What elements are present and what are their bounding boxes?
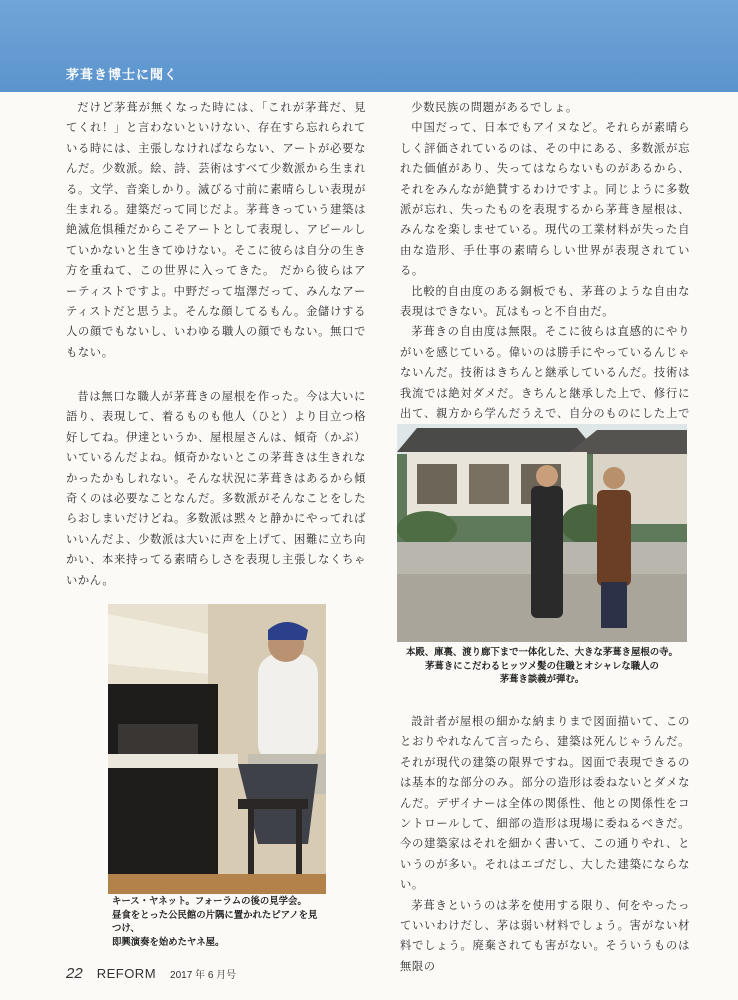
right-column-bottom xyxy=(400,712,690,977)
body-paragraph: 設計者が屋根の細かな納まりまで図面描いて、このとおりやれなんて言ったら、建築は死んじゃうんだ。それが現代の建築の限界ですね。図面で表現できるのは基本的な部分のみ。部分の造形は委ねないとダメなんだ。デザイナーは全体の関係性、他との関係性をコントロールして、細部の造形は現場に委ねるべきだ。今の建築家はそれを細かく書いて、この通りやれ、というのが多い。それはエゴだし、大した建築にならない。 xyxy=(400,715,690,892)
body-paragraph: 比較的自由度のある銅板でも、茅葺のような自由な表現はできない。瓦はもっと不自由だ。 xyxy=(400,284,690,319)
body-paragraph: 少数民族の問題があるでしょ。 xyxy=(411,101,578,114)
piano-photo-illustration xyxy=(108,604,326,894)
body-paragraph: 茅葺きの自由度は無限。そこに彼らは直感的にやりがいを感じている。偉いのは勝手にやっているんじゃないんだ。技術はきちんと継承しているんだ。技術は我流では絶対ダメだ。きちんと継承した上で、修行に出て、親方から学んだうえで、自分のものにした上で xyxy=(400,325,690,421)
temple-photo xyxy=(397,424,687,642)
page-footer xyxy=(66,965,236,982)
issue-date: 2017 年 6 月号 xyxy=(170,970,237,981)
caption-line: 茅葺き談義が弾む。 xyxy=(499,674,585,685)
right-column-top xyxy=(400,98,690,445)
section-title: 茅葺き博士に聞く xyxy=(66,68,179,83)
body-paragraph: 茅葺きというのは茅を使用する限り、何をやったっていいわけだし、茅は弱い材料でしょう。害がない材料でしょう。廃棄されても害がない。そういうものは無限の xyxy=(400,898,690,973)
caption-line: 即興演奏を始めたヤネ屋。 xyxy=(112,936,225,948)
temple-photo-illustration xyxy=(397,424,687,642)
caption-line: 茅葺きにこだわるヒッツメ髪の住職とオシャレな職人の xyxy=(425,660,659,672)
left-column-top xyxy=(66,98,366,363)
body-paragraph: 昔は無口な職人が茅葺きの屋根を作った。今は大いに語り、表現して、着るものも他人（ひと）より目立つ格好してね。伊達というか、屋根屋さんは、傾奇（かぶ）いているんだよね。傾奇かないとこの茅葺きは生きれなかったかもしれない。そんな状況に茅葺きはあるから傾奇くのは必要なことなんだ。多数派がそんなことをしたらおしまいだけどね。多数派は黙々と静かにやってればいいんだよ、少数派は大いに声を上げて、困難に立ち向かい、本来持ってる素晴らしさを表現し主張しなくちゃいかん。 xyxy=(66,390,366,587)
page-number: 22 xyxy=(66,965,83,982)
body-paragraph: だけど茅葺が無くなった時には、「これが茅葺だ、見てくれ！」と言わないといけない、存在すら忘れられている時には、主張しなければならない、アートが必要なんだ。少数派。絵、詩、芸術はすべて少数派から生まれる。文学、音楽しかり。滅びる寸前に素晴らしい表現が生まれる。建築だって同じだよ。茅葺きっていう建築は絶滅危惧種だからこそアートとして表現し、アピールしていかないと生きてゆけない。そこに彼らは自分の生き方を重ねて、この世界に入ってきた。 だから彼らはアーティストですよ。中野だって塩澤だって、みんなアーティストだと思うよ。そんな顔してるもん。金儲けする人の顔でもないし、いわゆる職人の顔でもない。無口でもない。 xyxy=(66,101,366,359)
magazine-name: REFORM xyxy=(96,966,157,981)
caption-line: 本殿、庫裏、渡り廊下まで一体化した、大きな茅葺き屋根の寺。 xyxy=(406,647,678,658)
temple-photo-caption xyxy=(394,646,690,687)
body-paragraph: 中国だって、日本でもアイヌなど。それらが素晴らしく評価されているのは、その中にある、多数派が忘れた価値があり、失ってはならないものがあるから、それをみんなが絶賛するわけですよ。同じように多数派が忘れ、失ったものを表現するから茅葺き屋根は、みんなを楽しませている。現代の工業材料が失った自由な造形、手仕事の素晴らしい世界が表現されている。 xyxy=(400,121,690,278)
left-column-middle xyxy=(66,387,366,591)
piano-photo-caption xyxy=(112,895,322,949)
piano-photo xyxy=(108,604,326,894)
caption-line: キース・ヤネット。フォーラムの後の見学会。 xyxy=(112,896,307,907)
caption-line: 昼食をとった公民館の片隅に置かれたピアノを見つけ、 xyxy=(112,909,318,934)
